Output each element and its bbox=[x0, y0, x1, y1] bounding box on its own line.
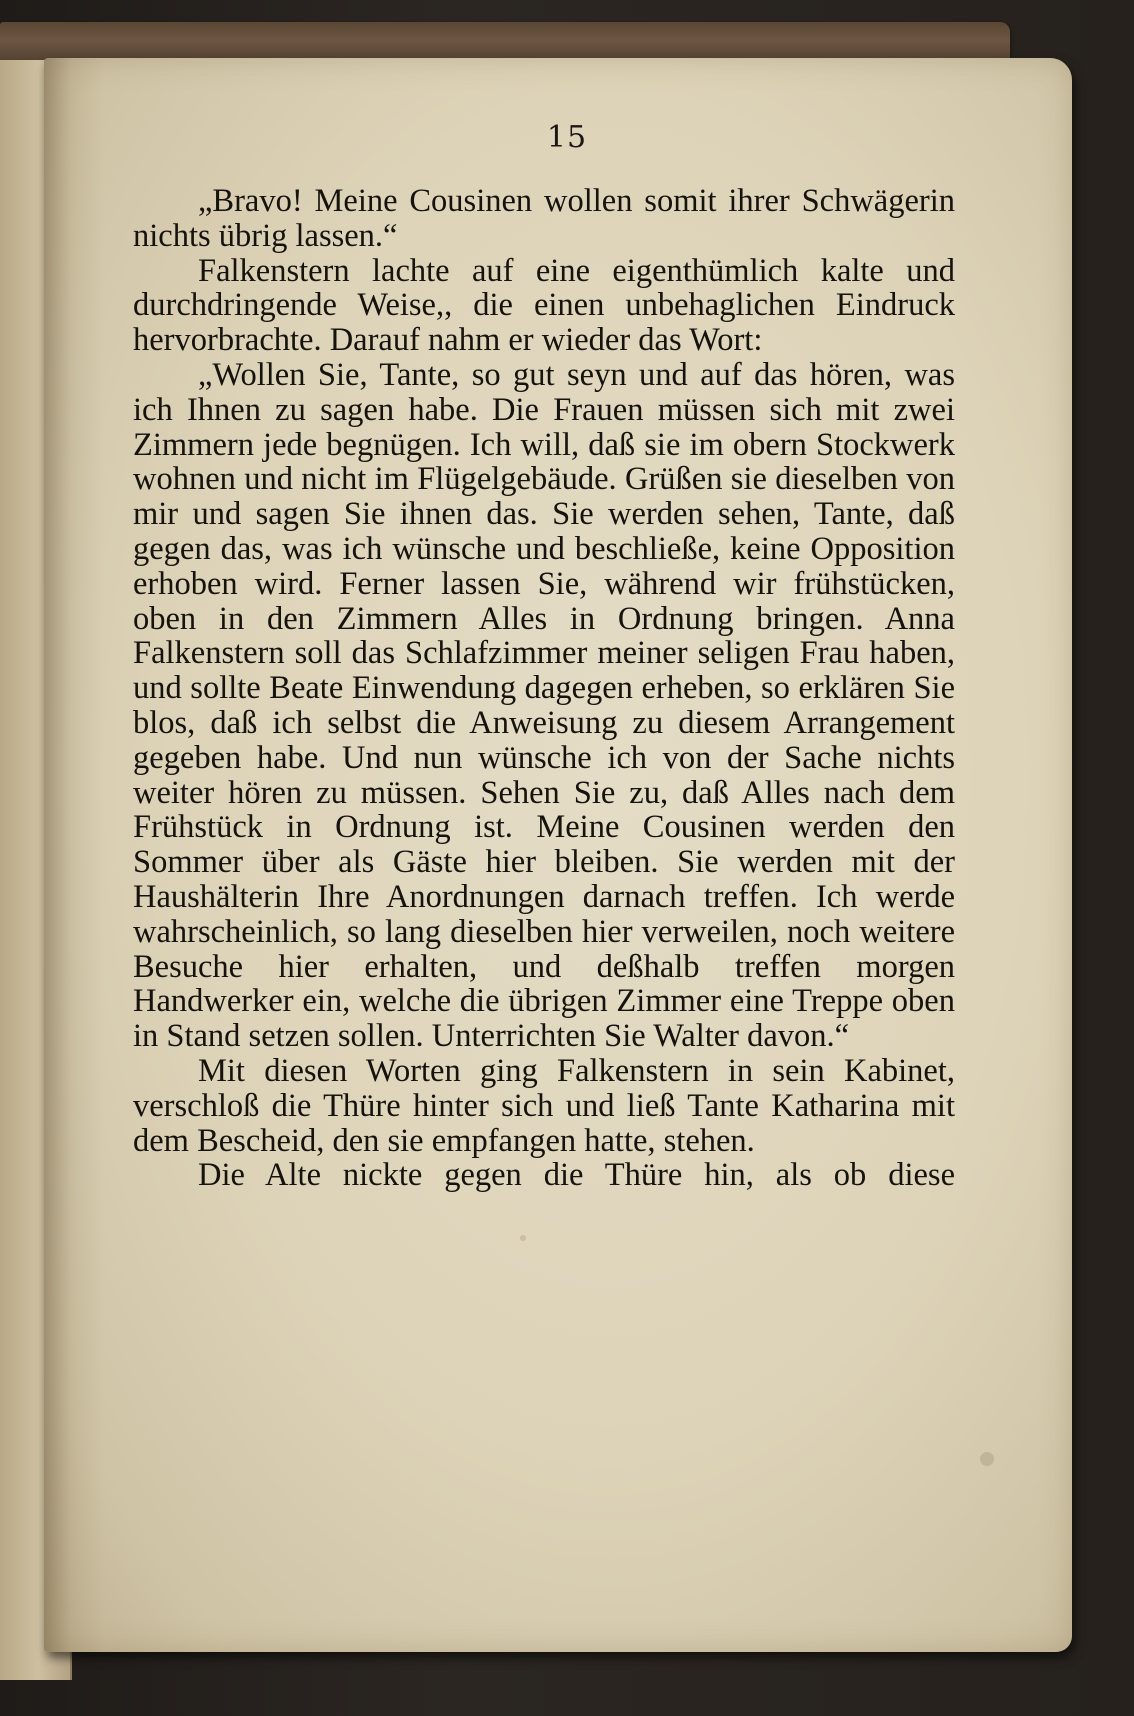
paragraph: „Bravo! Meine Cousinen wollen somit ihrer Schwägerin nichts übrig lassen.“ bbox=[133, 183, 955, 254]
body-text bbox=[133, 184, 955, 1193]
paragraph: Die Alte nickte gegen die Thüre hin, als ob diese bbox=[198, 1157, 955, 1194]
paragraph: „Wollen Sie, Tante, so gut seyn und auf das hören, was ich Ihnen zu sagen habe. Die Frauen müssen sich mit zwei Zimmern jede begnügen. Ich will, daß sie im obern Stockwerk wohnen und nicht im Flügelgebäude. Grüßen sie dieselben von mir und sagen Sie ihnen das. Sie werden sehen, Tante, daß gegen das, was ich wünsche und beschließe, keine Opposition erhoben wird. Ferner lassen Sie, während wir frühstücken, oben in den Zimmern Alles in Ordnung bringen. Anna Falkenstern soll das Schlafzimmer meiner seligen Frau haben, und sollte Beate Einwendung dagegen erheben, so erklären Sie blos, daß ich selbst die Anweisung zu diesem Arrangement gegeben habe. Und nun wünsche ich von der Sache nichts weiter hören zu müssen. Sehen Sie zu, daß Alles nach dem Frühstück in Ordnung ist. Meine Cousinen werden den Sommer über als Gäste hier bleiben. Sie werden mit der Haushälterin Ihre Anordnungen darnach treffen. Ich werde wahrscheinlich, so lang dieselben hier verweilen, noch weitere Besuche hier erhalten, und deßhalb treffen morgen Handwerker ein, welche die übrigen Zimmer eine Treppe oben in Stand setzen sollen. Unterrichten Sie Walter davon.“ bbox=[133, 356, 955, 1055]
page-gutter-shadow bbox=[44, 58, 104, 1652]
paper-stain bbox=[520, 1235, 526, 1241]
page-number: 15 bbox=[546, 120, 588, 155]
paper-stain bbox=[980, 1452, 994, 1466]
paragraph: Mit diesen Worten ging Falkenstern in sein Kabinet, verschloß die Thüre hinter sich und ließ Tante Katharina mit dem Bescheid, den sie empfangen hatte, stehen. bbox=[133, 1052, 955, 1159]
paragraph: Falkenstern lachte auf eine eigenthümlich kalte und durchdringende Weise,, die einen unbehaglichen Eindruck hervorbrachte. Darauf nahm er wieder das Wort: bbox=[133, 252, 955, 359]
